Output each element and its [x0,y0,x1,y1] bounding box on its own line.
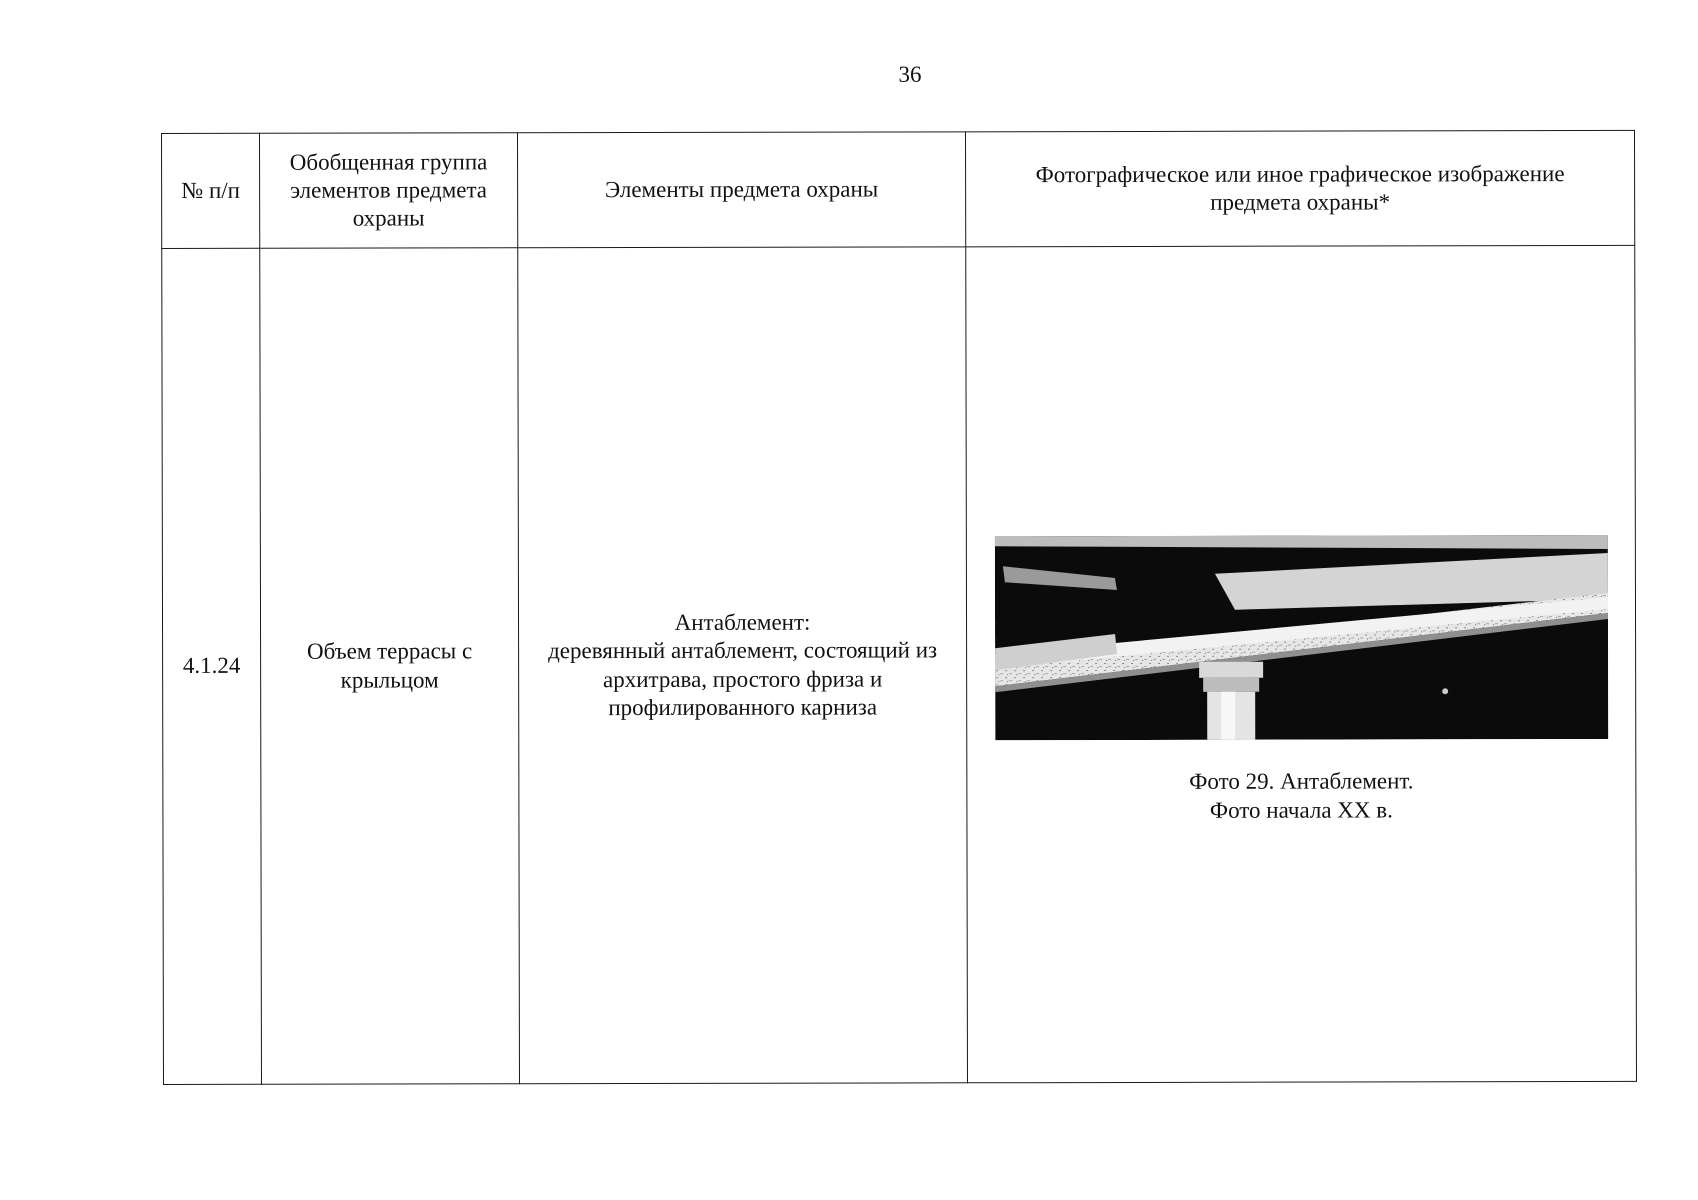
cell-image [966,245,1637,1082]
cell-number: 4.1.24 [162,248,262,1084]
cell-group: Объем террасы с крыльцом [260,248,520,1085]
header-elements: Элементы предмета охраны [518,132,966,248]
page-number: 36 [898,62,922,87]
header-group: Обобщенная группа элементов предмета охраны [260,133,518,249]
entablature-photo [994,535,1607,740]
table-header-row [162,130,1635,248]
cell-elements [518,247,968,1084]
table-row [162,245,1637,1084]
header-image: Фотографическое или иное графическое изображение предмета охраны* [965,130,1634,246]
photo-block [977,503,1626,824]
photo-caption-line1: Фото 29. Антаблемент. [1189,768,1414,795]
photo-caption [1189,768,1413,825]
element-title: Антаблемент: [674,610,811,636]
photo-caption-line2: Фото начала XX в. [1209,796,1393,823]
element-description: деревянный антаблемент, состоящий из архитрава, простого фриза и профилированного карниза [548,637,938,720]
header-number: № п/п [162,133,260,248]
protection-subject-table [161,130,1637,1085]
